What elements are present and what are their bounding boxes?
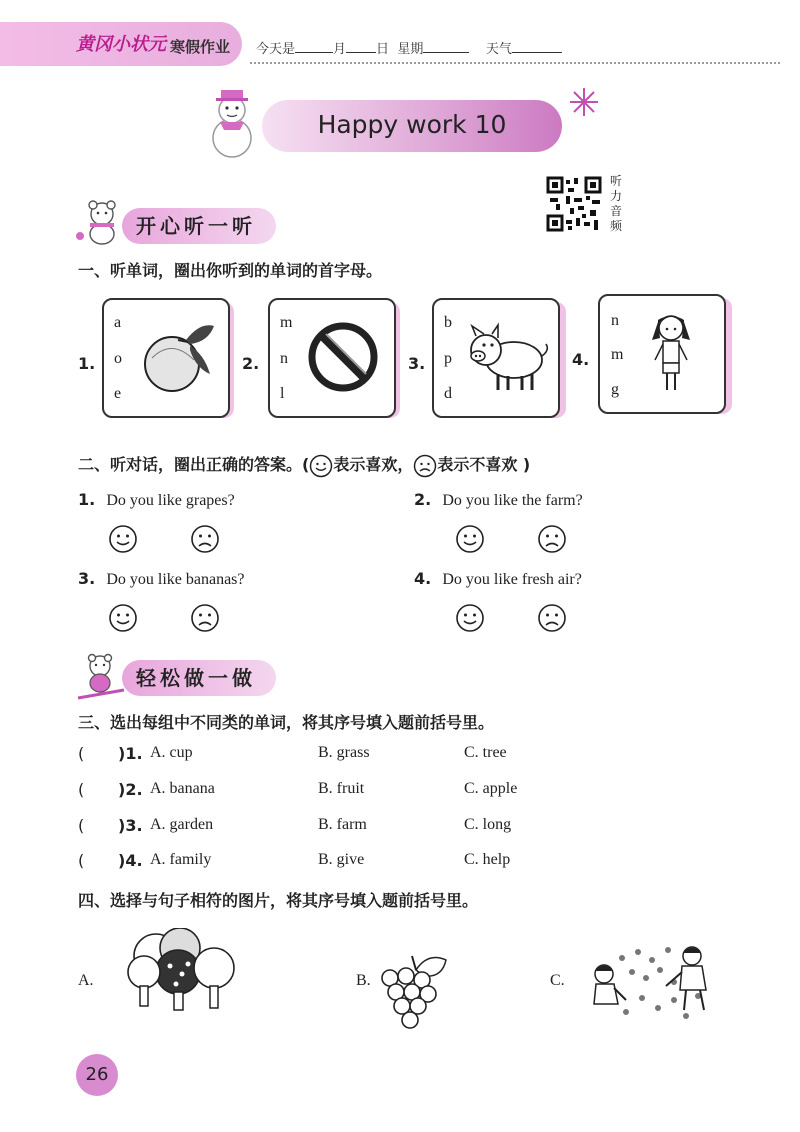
- no-sign-icon: [306, 320, 380, 394]
- option-a: A. family: [150, 851, 212, 868]
- option-a: A. banana: [150, 780, 215, 797]
- qr-label-char: 频: [610, 219, 623, 233]
- frown-icon[interactable]: [190, 524, 220, 554]
- page-number: 26: [76, 1054, 118, 1096]
- letter-option[interactable]: m: [611, 346, 624, 363]
- smile-icon[interactable]: [108, 524, 138, 554]
- weekday-label: 星期: [397, 42, 424, 57]
- frown-icon[interactable]: [537, 524, 567, 554]
- q2-item-number: 4.: [414, 569, 432, 588]
- girl-icon: [646, 310, 696, 396]
- q3-row: [78, 780, 778, 804]
- option-c: C. tree: [464, 744, 507, 761]
- q3-row: [78, 744, 778, 768]
- option-b: B. give: [318, 851, 365, 868]
- skiing-bear-icon: [72, 652, 128, 700]
- frown-icon[interactable]: [537, 603, 567, 633]
- option-b: B. farm: [318, 816, 367, 833]
- q3-instruction: 三、选出每组中不同类的单词，将其序号填入题前括号里。: [78, 713, 495, 732]
- letter-option[interactable]: e: [114, 385, 122, 402]
- snowflake-icon: [568, 86, 600, 118]
- bear-mascot-icon: [72, 198, 126, 246]
- qr-code-icon[interactable]: [546, 176, 602, 232]
- q3-item-number: )2.: [118, 780, 143, 799]
- q2-item: [78, 569, 245, 589]
- answer-paren[interactable]: (: [78, 851, 85, 870]
- letter-option[interactable]: l: [280, 385, 285, 402]
- option-b: B. fruit: [318, 780, 365, 797]
- weekday-blank[interactable]: [423, 39, 469, 53]
- qr-label-char: 音: [610, 204, 623, 218]
- letter-option[interactable]: m: [280, 314, 293, 331]
- q3-row: [78, 851, 778, 875]
- option-c: C. help: [464, 851, 511, 868]
- option-c: C. long: [464, 816, 512, 833]
- q2-item: [414, 569, 582, 589]
- q2-item-number: 3.: [78, 569, 96, 588]
- q1-instruction: 一、听单词，圈出你听到的单词的首字母。: [78, 261, 383, 280]
- q2-instruction: [78, 452, 530, 478]
- qr-label-char: 力: [610, 189, 623, 203]
- answer-paren[interactable]: (: [78, 780, 85, 799]
- pig-icon: [464, 322, 550, 394]
- children-garden-icon[interactable]: [582, 938, 722, 1028]
- month-label: 月: [333, 42, 347, 57]
- snowman-icon: [200, 84, 264, 160]
- letter-option[interactable]: n: [611, 312, 619, 329]
- q3-item-number: )3.: [118, 816, 143, 835]
- frown-icon: [413, 454, 437, 478]
- letter-option[interactable]: a: [114, 314, 122, 331]
- q4-option-label: C.: [550, 972, 565, 989]
- qr-label-char: 听: [610, 174, 623, 188]
- q2-item: [414, 490, 583, 510]
- month-blank[interactable]: [295, 39, 333, 53]
- grapes-icon[interactable]: [376, 948, 456, 1034]
- orange-icon: [138, 318, 218, 394]
- brand-logo: 黄冈小状元: [76, 34, 166, 55]
- answer-paren[interactable]: (: [78, 816, 85, 835]
- q2-item-text: Do you like the farm?: [442, 492, 583, 509]
- day-blank[interactable]: [346, 39, 376, 53]
- option-a: A. cup: [150, 744, 193, 761]
- smile-icon[interactable]: [455, 603, 485, 633]
- workbook-title: 寒假作业: [170, 38, 231, 56]
- q2-item-text: Do you like fresh air?: [442, 571, 582, 588]
- q2-item-text: Do you like grapes?: [106, 492, 235, 509]
- q3-row: [78, 816, 778, 840]
- letter-option[interactable]: d: [444, 385, 452, 402]
- q2-instruction-b: 表示喜欢，: [333, 455, 414, 474]
- q2-item-number: 1.: [78, 490, 96, 509]
- letter-option[interactable]: o: [114, 350, 122, 367]
- weather-label: 天气: [485, 42, 512, 57]
- option-c: C. apple: [464, 780, 518, 797]
- q4-instruction: 四、选择与句子相符的图片，将其序号填入题前括号里。: [78, 891, 479, 910]
- letter-option[interactable]: b: [444, 314, 452, 331]
- section-listen-title: 开心听一听: [122, 208, 276, 244]
- letter-option[interactable]: p: [444, 350, 452, 367]
- option-b: B. grass: [318, 744, 370, 761]
- trees-icon[interactable]: [120, 928, 244, 1012]
- q2-instruction-a: 二、听对话，圈出正确的答案。(: [78, 455, 310, 474]
- smile-icon[interactable]: [455, 524, 485, 554]
- q4-option-label: B.: [356, 972, 371, 989]
- option-a: A. garden: [150, 816, 214, 833]
- frown-icon[interactable]: [190, 603, 220, 633]
- q4-option-label: A.: [78, 972, 94, 989]
- q1-item-number: 4.: [572, 350, 590, 369]
- header-divider: [250, 62, 780, 64]
- day-label: 日: [376, 42, 390, 57]
- page-title: Happy work 10: [317, 110, 507, 139]
- q1-item-number: 3.: [408, 354, 426, 373]
- q2-item: [78, 490, 235, 510]
- letter-option[interactable]: n: [280, 350, 288, 367]
- smile-icon: [309, 454, 333, 478]
- q1-item-number: 1.: [78, 354, 96, 373]
- q2-item-number: 2.: [414, 490, 432, 509]
- weather-blank[interactable]: [512, 39, 562, 53]
- q2-instruction-c: 表示不喜欢 ): [437, 455, 531, 474]
- q1-item-number: 2.: [242, 354, 260, 373]
- date-prefix: 今天是: [256, 42, 296, 57]
- section-practice-title: 轻松做一做: [122, 660, 276, 696]
- q2-item-text: Do you like bananas?: [106, 571, 245, 588]
- letter-option[interactable]: g: [611, 381, 619, 398]
- smile-icon[interactable]: [108, 603, 138, 633]
- answer-paren[interactable]: (: [78, 744, 85, 763]
- qr-label: [610, 174, 624, 234]
- q3-item-number: )4.: [118, 851, 143, 870]
- date-line: [256, 38, 562, 57]
- q3-item-number: )1.: [118, 744, 143, 763]
